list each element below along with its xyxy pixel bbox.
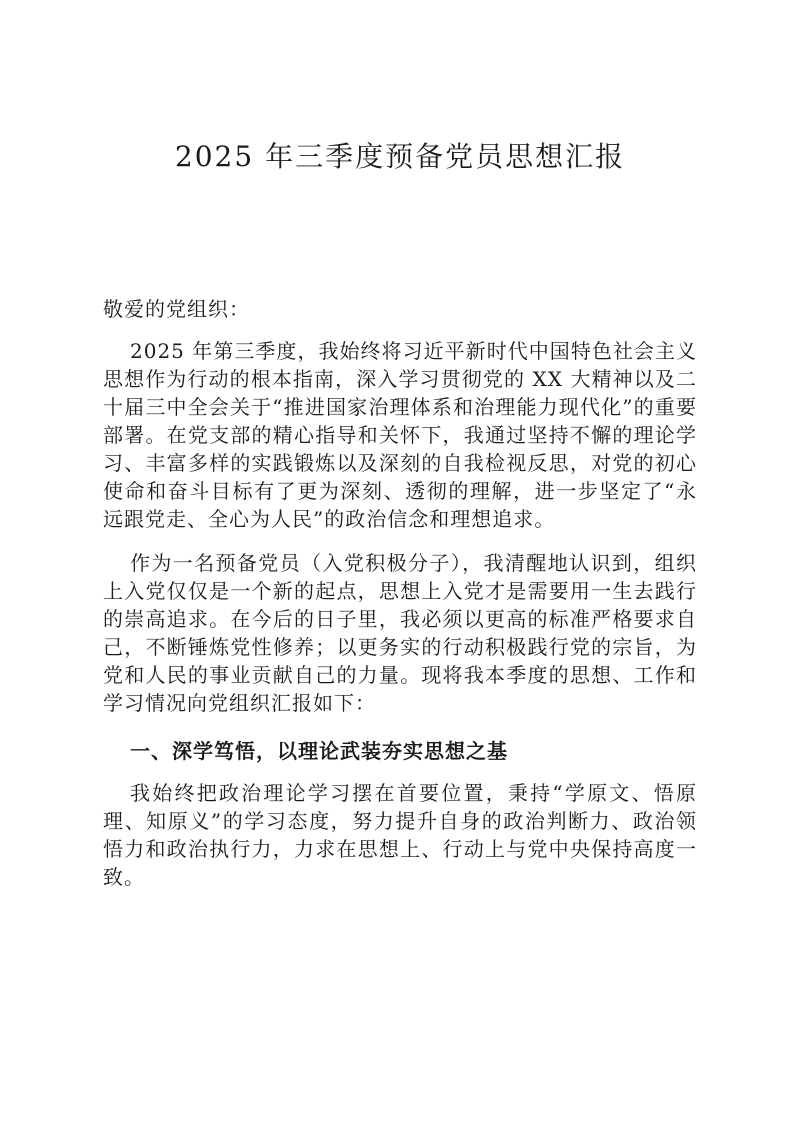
paragraph-3: 我始终把政治理论学习摆在首要位置，秉持“学原文、悟原理、知原义”的学习态度，努力提升自身的政治判断力、政治领悟力和政治执行力，力求在思想上、行动上与党中央保持高度一致。 — [103, 781, 697, 889]
salutation: 敬爱的党组织： — [103, 297, 250, 321]
section-heading-1: 一、深学笃悟，以理论武装夯实思想之基 — [130, 739, 508, 763]
paragraph-2: 作为一名预备党员（入党积极分子），我清醒地认识到，组织上入党仅仅是一个新的起点，思想上入党才是需要用一生去践行的崇高追求。在今后的日子里，我必须以更高的标准严格要求自己，不断锤炼党性修养；以更务实的行动积极践行党的宗旨，为党和人民的事业贡献自己的力量。现将我本季度的思想、工作和学习情况向党组织汇报如下： — [103, 551, 697, 715]
document-title: 2025 年三季度预备党员思想汇报 — [174, 140, 626, 173]
paragraph-1: 2025 年第三季度，我始终将习近平新时代中国特色社会主义思想作为行动的根本指南，深入学习贯彻党的 XX 大精神以及二十届三中全会关于“推进国家治理体系和治理能力现代化”的重要部署。在党支部的精心指导和关怀下，我通过坚持不懈的理论学习、丰富多样的实践锻炼以及深刻的自我检视反思，对党的初心使命和奋斗目标有了更为深刻、透彻的理解，进一步坚定了“永远跟党走、全心为人民”的政治信念和理想追求。 — [103, 339, 697, 531]
